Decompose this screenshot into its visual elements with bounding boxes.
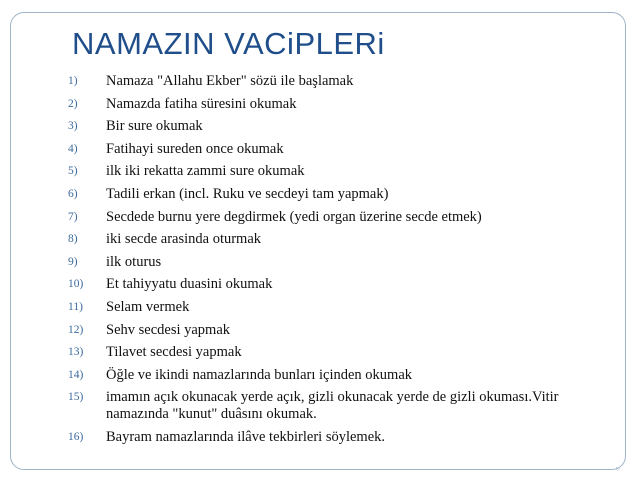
list-item bbox=[68, 322, 608, 339]
list-item-number: 1) bbox=[68, 75, 78, 87]
list-item bbox=[68, 73, 608, 90]
list-item bbox=[68, 118, 608, 135]
page-corner-mark: ○ bbox=[615, 464, 620, 473]
list-item-number: 7) bbox=[68, 210, 78, 223]
list-item bbox=[68, 389, 608, 423]
list-item-number: 14) bbox=[68, 368, 84, 381]
list-item bbox=[68, 276, 608, 293]
list-item bbox=[68, 96, 608, 113]
list-item-text: Bir sure okumak bbox=[106, 118, 203, 135]
list-item-text: ilk oturus bbox=[106, 253, 162, 270]
list-item bbox=[68, 367, 608, 384]
list-item-number: 16) bbox=[68, 430, 84, 443]
list-item-text: Tadili erkan (incl. Ruku ve secdeyi tam yapmak) bbox=[106, 185, 389, 202]
list-item bbox=[68, 254, 608, 271]
list-item-number: 15) bbox=[68, 391, 84, 404]
list-item-text: Tilavet secdesi yapmak bbox=[106, 344, 242, 361]
list-item-text: Öğle ve ikindi namazlarında bunları içinden okumak bbox=[106, 366, 413, 383]
list-item bbox=[68, 141, 608, 158]
list-item-text: Namaza "Allahu Ekber" sözü ile başlamak bbox=[106, 73, 354, 89]
list-item-number: 4) bbox=[68, 142, 78, 155]
list-item bbox=[68, 209, 608, 226]
list-item-text: Sehv secdesi yapmak bbox=[106, 321, 231, 338]
list-item-number: 9) bbox=[68, 255, 78, 268]
list-item-text: Secdede burnu yere degdirmek (yedi organ üzerine secde etmek) bbox=[106, 208, 482, 225]
list-item-text: iki secde arasinda oturmak bbox=[106, 231, 262, 248]
list-item bbox=[68, 186, 608, 203]
list-item bbox=[68, 429, 608, 446]
list-item-text: Fatihayi sureden once okumak bbox=[106, 140, 284, 157]
list-item-number: 2) bbox=[68, 97, 78, 110]
list-item-number: 8) bbox=[68, 233, 78, 246]
list-item-number: 5) bbox=[68, 165, 78, 178]
list-item-text: ilk iki rekatta zammi sure okumak bbox=[106, 163, 305, 180]
list-item-number: 10) bbox=[68, 278, 84, 291]
list-item bbox=[68, 231, 608, 248]
list-item bbox=[68, 299, 608, 316]
list-item bbox=[68, 344, 608, 361]
list-item-number: 3) bbox=[68, 120, 78, 133]
list-item-text: imamın açık okunacak yerde açık, gizli okunacak yerde de gizli okuması.Vitir namazında "kunut" duâsını okumak. bbox=[106, 389, 559, 423]
list-item-number: 6) bbox=[68, 187, 78, 200]
list-item-number: 11) bbox=[68, 300, 83, 313]
list-item-text: Et tahiyyatu duasini okumak bbox=[106, 276, 273, 293]
list-item-text: Bayram namazlarında ilâve tekbirleri söylemek. bbox=[106, 428, 386, 445]
list-item-number: 13) bbox=[68, 346, 84, 359]
list-item bbox=[68, 163, 608, 180]
vacip-list bbox=[68, 73, 608, 452]
list-item-text: Namazda fatiha süresini okumak bbox=[106, 95, 297, 112]
list-item-text: Selam vermek bbox=[106, 298, 190, 315]
list-item-number: 12) bbox=[68, 323, 84, 336]
slide-title: NAMAZIN VACiPLERi bbox=[72, 26, 385, 61]
